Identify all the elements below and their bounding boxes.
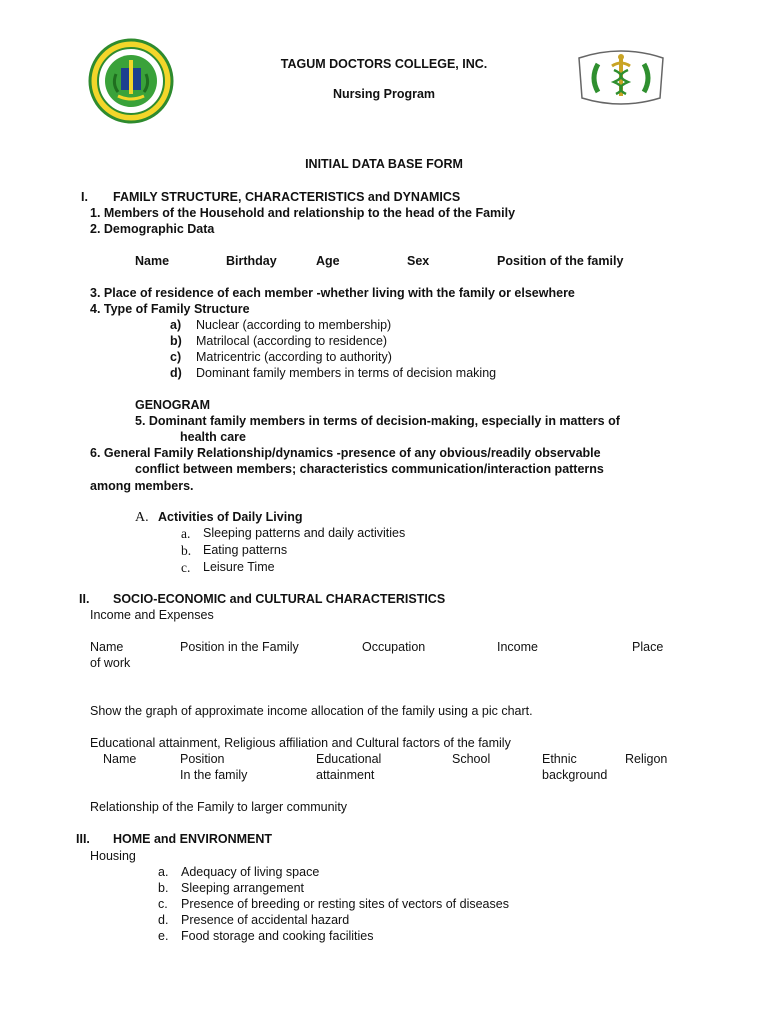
housing-a-mark: a. [158, 865, 169, 879]
income-heading: Income and Expenses [90, 608, 214, 622]
section3-numeral: III. [76, 832, 90, 846]
edu-col-religion: Religon [625, 752, 668, 766]
structure-b-mark: b) [170, 334, 182, 348]
subsection-a-title: Activities of Daily Living [158, 510, 303, 524]
structure-d-mark: d) [170, 366, 182, 380]
edu-col-ethnic-wrap: background [542, 768, 608, 782]
structure-b-text: Matrilocal (according to residence) [196, 334, 388, 348]
section1-item4: 4. Type of Family Structure [90, 302, 250, 316]
demo-col-name: Name [135, 254, 170, 268]
demo-col-sex: Sex [407, 254, 430, 268]
section1-item6-line1: 6. General Family Relationship/dynamics -presence of any obvious/readily observable [90, 446, 601, 460]
program-name: Nursing Program [332, 87, 436, 101]
adl-b-text: Eating patterns [203, 543, 288, 557]
edu-col-name: Name [103, 752, 137, 766]
section2-title: SOCIO-ECONOMIC and CULTURAL CHARACTERISTICS [113, 592, 446, 606]
college-seal-logo [88, 38, 174, 124]
edu-col-educational: Educational [316, 752, 382, 766]
section1-item1: 1. Members of the Household and relationship to the head of the Family [90, 206, 516, 220]
section1-item2: 2. Demographic Data [90, 222, 215, 236]
section2-numeral: II. [79, 592, 90, 606]
housing-a-text: Adequacy of living space [181, 865, 320, 879]
section1-title: FAMILY STRUCTURE, CHARACTERISTICS and DYNAMICS [113, 190, 461, 204]
edu-col-ethnic: Ethnic [542, 752, 577, 766]
housing-c-mark: c. [158, 897, 168, 911]
structure-c-mark: c) [170, 350, 182, 364]
structure-d-text: Dominant family members in terms of decision making [196, 366, 497, 380]
income-col-position: Position in the Family [180, 640, 299, 654]
demo-col-position: Position of the family [497, 254, 624, 268]
structure-a-mark: a) [170, 318, 182, 332]
subsection-a-mark: A. [135, 510, 149, 525]
graph-note: Show the graph of approximate income allocation of the family using a pic chart. [90, 704, 533, 718]
college-name: TAGUM DOCTORS COLLEGE, INC. [280, 57, 488, 71]
genogram-heading: GENOGRAM [135, 398, 210, 412]
adl-b-mark: b. [181, 543, 192, 558]
education-heading: Educational attainment, Religious affiliation and Cultural factors of the family [90, 736, 511, 750]
edu-col-school: School [452, 752, 491, 766]
housing-b-mark: b. [158, 881, 169, 895]
section1-numeral: I. [81, 190, 88, 204]
edu-col-position: Position [180, 752, 225, 766]
demo-col-age: Age [316, 254, 340, 268]
adl-a-mark: a. [181, 526, 191, 541]
community-heading: Relationship of the Family to larger community [90, 800, 348, 814]
section1-item5-line1: 5. Dominant family members in terms of decision-making, especially in matters of [135, 414, 620, 428]
housing-d-mark: d. [158, 913, 169, 927]
section1-item6-line2: conflict between members; characteristics communication/interaction patterns [135, 462, 604, 476]
income-col-occupation: Occupation [362, 640, 426, 654]
section1-item5-line2: health care [180, 430, 247, 444]
income-col-income: Income [497, 640, 538, 654]
housing-c-text: Presence of breeding or resting sites of vectors of diseases [181, 897, 509, 911]
structure-c-text: Matricentric (according to authority) [196, 350, 392, 364]
edu-col-position-wrap: In the family [180, 768, 248, 782]
section3-title: HOME and ENVIRONMENT [113, 832, 273, 846]
housing-e-text: Food storage and cooking facilities [181, 929, 374, 943]
adl-c-text: Leisure Time [203, 560, 275, 574]
structure-a-text: Nuclear (according to membership) [196, 318, 392, 332]
housing-b-text: Sleeping arrangement [181, 881, 304, 895]
adl-a-text: Sleeping patterns and daily activities [203, 526, 406, 540]
housing-heading: Housing [90, 849, 136, 863]
housing-e-mark: e. [158, 929, 169, 943]
income-col-place-wrap: of work [90, 656, 131, 670]
edu-col-educational-wrap: attainment [316, 768, 375, 782]
demo-col-birthday: Birthday [226, 254, 277, 268]
housing-d-text: Presence of accidental hazard [181, 913, 350, 927]
adl-c-mark: c. [181, 560, 191, 575]
section1-item6-line3: among members. [90, 479, 194, 493]
income-col-name: Name [90, 640, 124, 654]
form-title: INITIAL DATA BASE FORM [305, 157, 463, 171]
section1-item3: 3. Place of residence of each member -whether living with the family or elsewhere [90, 286, 575, 300]
income-col-place: Place [632, 640, 664, 654]
